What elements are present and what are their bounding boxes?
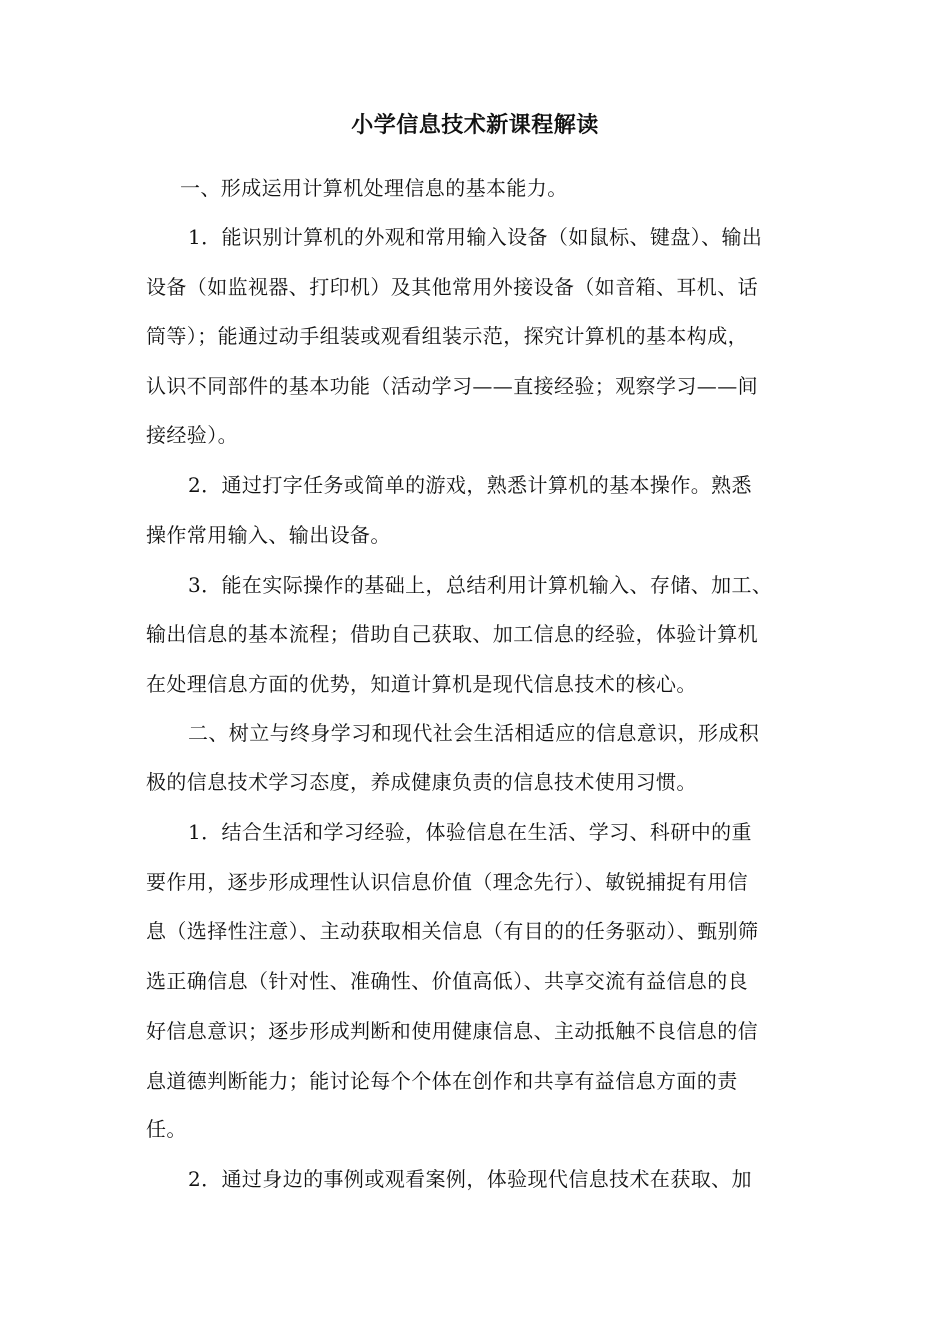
paragraph-line: 1．能识别计算机的外观和常用输入设备（如鼠标、键盘）、输出 <box>188 225 763 249</box>
section-heading-2: 二、树立与终身学习和现代社会生活相适应的信息意识，形成积 <box>188 721 760 745</box>
document-title: 小学信息技术新课程解读 <box>351 113 599 138</box>
paragraph-line: 1．结合生活和学习经验，体验信息在生活、学习、科研中的重 <box>188 820 752 844</box>
paragraph-line: 任。 <box>146 1117 187 1141</box>
paragraph-line: 接经验）。 <box>146 423 238 447</box>
paragraph-line: 输出信息的基本流程；借助自己获取、加工信息的经验，体验计算机 <box>146 622 758 646</box>
paragraph-line: 选正确信息（针对性、准确性、价值高低）、共享交流有益信息的良 <box>146 969 748 993</box>
paragraph-line: 3．能在实际操作的基础上，总结利用计算机输入、存储、加工、 <box>188 573 773 597</box>
paragraph-line: 极的信息技术学习态度，养成健康负责的信息技术使用习惯。 <box>146 770 697 794</box>
paragraph-line: 息（选择性注意）、主动获取相关信息（有目的的任务驱动）、甄别筛 <box>146 919 759 943</box>
paragraph-line: 在处理信息方面的优势，知道计算机是现代信息技术的核心。 <box>146 672 697 696</box>
paragraph-line: 2．通过打字任务或简单的游戏，熟悉计算机的基本操作。熟悉 <box>188 473 752 497</box>
paragraph-line: 筒等）；能通过动手组装或观看组装示范，探究计算机的基本构成， <box>146 324 748 348</box>
paragraph-line: 2．通过身边的事例或观看案例，体验现代信息技术在获取、加 <box>188 1167 752 1191</box>
paragraph-line: 设备（如监视器、打印机）及其他常用外接设备（如音箱、耳机、话 <box>146 275 758 299</box>
section-heading-1: 一、形成运用计算机处理信息的基本能力。 <box>180 176 568 200</box>
paragraph-line: 息道德判断能力；能讨论每个个体在创作和共享有益信息方面的责 <box>146 1069 738 1093</box>
paragraph-line: 认识不同部件的基本功能（活动学习——直接经验；观察学习——间 <box>146 374 758 398</box>
paragraph-line: 好信息意识；逐步形成判断和使用健康信息、主动抵触不良信息的信 <box>146 1019 758 1043</box>
paragraph-line: 要作用，逐步形成理性认识信息价值（理念先行）、敏锐捕捉有用信 <box>146 870 748 894</box>
paragraph-line: 操作常用输入、输出设备。 <box>146 523 391 547</box>
